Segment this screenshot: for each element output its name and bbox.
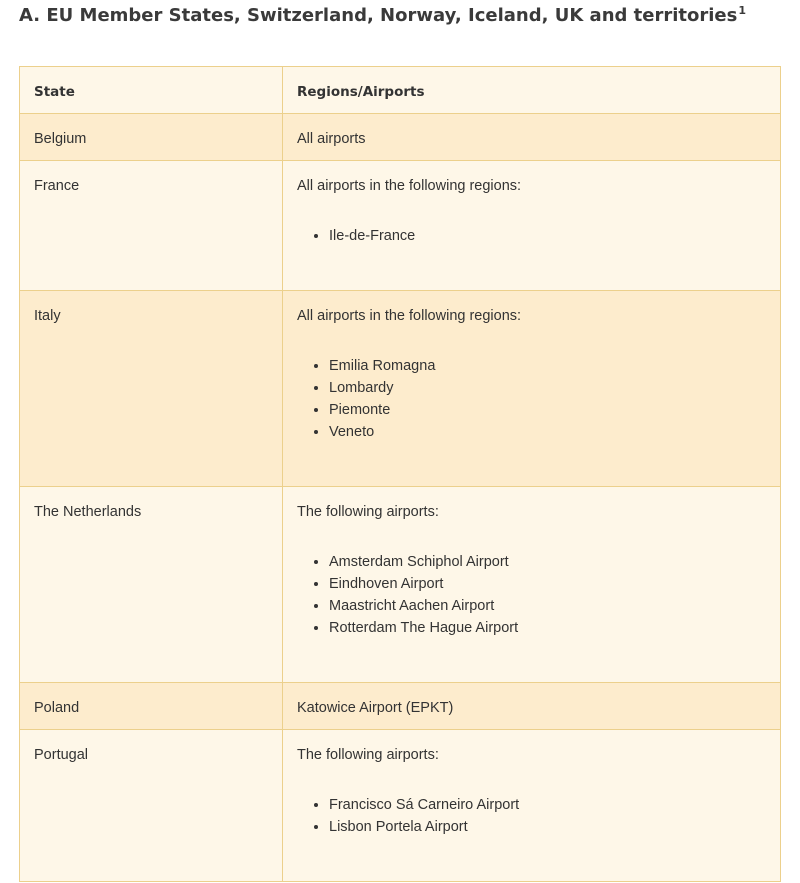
list-item: • Lisbon Portela Airport (329, 816, 766, 838)
table-row-france (20, 161, 781, 291)
regions-intro: Katowice Airport (EPKT) (297, 700, 454, 716)
table-header-row (20, 67, 781, 114)
list-item: • Ile-de-France (329, 225, 766, 247)
regions-cell (283, 683, 781, 730)
region-list (297, 355, 766, 443)
regions-cell (283, 730, 781, 882)
state-cell: Poland (20, 683, 283, 730)
list-item: • Maastricht Aachen Airport (329, 595, 766, 617)
table-row-portugal (20, 730, 781, 882)
list-item: • Amsterdam Schiphol Airport (329, 551, 766, 573)
regions-intro: All airports in the following regions: (297, 308, 522, 324)
table-row-poland (20, 683, 781, 730)
list-item: • Eindhoven Airport (329, 573, 766, 595)
state-cell: France (20, 161, 283, 291)
section-heading-text: A. EU Member States, Switzerland, Norway, Iceland, UK and territories (19, 5, 738, 26)
airport-list (297, 551, 766, 639)
footnote-marker[interactable]: 1 (738, 4, 746, 17)
state-cell: The Netherlands (20, 487, 283, 683)
state-cell: Portugal (20, 730, 283, 882)
states-table (19, 66, 781, 882)
regions-cell (283, 114, 781, 161)
state-cell: Belgium (20, 114, 283, 161)
table-row-netherlands (20, 487, 781, 683)
state-cell: Italy (20, 291, 283, 487)
header-regions-airports: Regions/Airports (283, 67, 781, 114)
table-row-italy (20, 291, 781, 487)
section-heading (19, 4, 746, 26)
header-state: State (20, 67, 283, 114)
regions-cell (283, 291, 781, 487)
regions-intro: The following airports: (297, 504, 439, 520)
list-item: • Emilia Romagna (329, 355, 766, 377)
list-item: • Francisco Sá Carneiro Airport (329, 794, 766, 816)
airport-list (297, 794, 766, 838)
list-item: • Veneto (329, 421, 766, 443)
regions-intro: All airports in the following regions: (297, 178, 522, 194)
list-item: • Rotterdam The Hague Airport (329, 617, 766, 639)
list-item: • Lombardy (329, 377, 766, 399)
regions-intro: The following airports: (297, 747, 439, 763)
regions-cell (283, 161, 781, 291)
list-item: • Piemonte (329, 399, 766, 421)
table-row-belgium (20, 114, 781, 161)
regions-intro: All airports (297, 131, 366, 147)
region-list (297, 225, 766, 247)
regions-cell (283, 487, 781, 683)
